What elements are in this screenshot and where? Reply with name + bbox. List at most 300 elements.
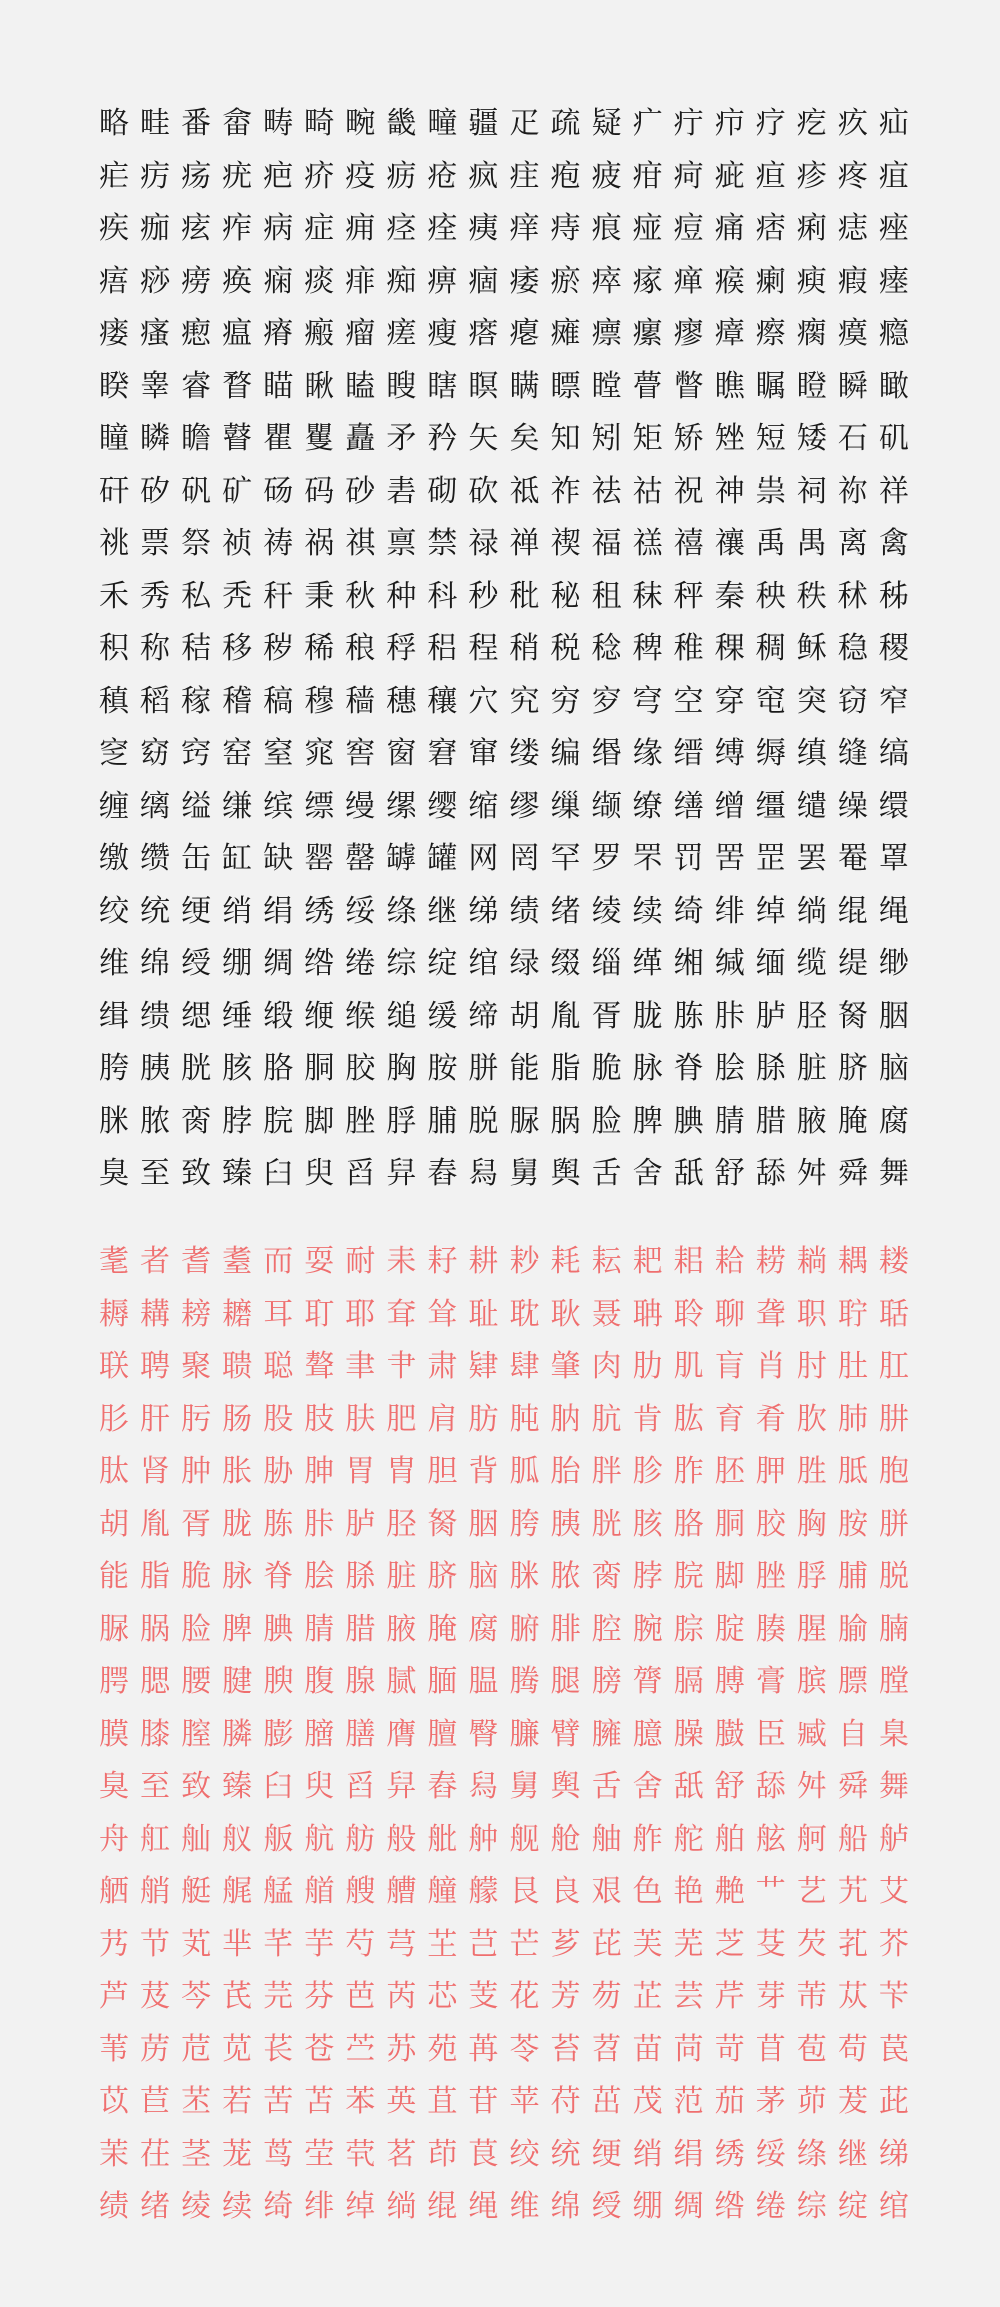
character-glyph: 聘 [140, 1349, 171, 1385]
character-glyph: 瘥 [386, 316, 417, 352]
character-glyph: 肩 [427, 1401, 458, 1437]
character-glyph: 舾 [99, 1874, 129, 1910]
character-glyph: 肝 [140, 1401, 171, 1437]
character-glyph: 臾 [304, 1769, 335, 1805]
character-glyph: 痪 [222, 263, 253, 299]
character-glyph: 胛 [755, 1454, 786, 1490]
character-glyph: 耗 [550, 1244, 581, 1280]
character-glyph: 续 [632, 893, 663, 929]
character-glyph: 绢 [263, 893, 294, 929]
character-row [94, 1919, 914, 1972]
character-glyph: 良 [550, 1874, 581, 1910]
character-glyph: 舸 [796, 1821, 827, 1857]
character-glyph: 脐 [837, 1051, 868, 1087]
character-glyph: 胴 [714, 1506, 745, 1542]
character-glyph: 耿 [550, 1296, 581, 1332]
character-glyph: 芭 [345, 1979, 376, 2015]
character-glyph: 祜 [632, 473, 663, 509]
character-glyph: 腹 [304, 1664, 335, 1700]
character-glyph: 缇 [837, 946, 868, 982]
character-glyph: 石 [837, 421, 868, 457]
character-glyph: 矫 [673, 421, 704, 457]
character-glyph: 罗 [591, 841, 622, 877]
character-glyph: 胭 [468, 1506, 499, 1542]
character-glyph: 畦 [140, 106, 171, 142]
character-glyph: 肢 [304, 1401, 335, 1437]
character-glyph: 臁 [509, 1716, 540, 1752]
character-glyph: 肿 [181, 1454, 212, 1490]
character-glyph: 芫 [263, 1979, 294, 2015]
character-glyph: 胨 [263, 1506, 294, 1542]
character-glyph: 缰 [755, 788, 786, 824]
character-glyph: 窍 [181, 736, 212, 772]
character-glyph: 瘅 [673, 263, 704, 299]
character-glyph: 舷 [755, 1821, 786, 1857]
character-glyph: 缘 [632, 736, 663, 772]
character-glyph: 胀 [222, 1454, 253, 1490]
character-glyph: 肮 [591, 1401, 622, 1437]
character-glyph: 育 [714, 1401, 745, 1437]
character-glyph: 瞧 [714, 368, 745, 404]
character-glyph: 腾 [509, 1664, 540, 1700]
character-glyph: 胫 [386, 1506, 417, 1542]
character-glyph: 胡 [509, 998, 540, 1034]
character-glyph: 缟 [878, 736, 909, 772]
character-glyph: 腰 [181, 1664, 212, 1700]
character-glyph: 痛 [714, 211, 745, 247]
character-glyph: 脉 [632, 1051, 663, 1087]
character-glyph: 自 [837, 1716, 868, 1752]
character-glyph: 秦 [714, 578, 745, 614]
character-glyph: 疫 [345, 158, 376, 194]
character-glyph: 稞 [714, 631, 745, 667]
character-glyph: 臼 [263, 1156, 294, 1192]
character-glyph: 矽 [140, 473, 171, 509]
character-glyph: 脏 [796, 1051, 827, 1087]
character-glyph: 舣 [222, 1821, 253, 1857]
character-glyph: 绣 [714, 2136, 745, 2172]
character-glyph: 缍 [222, 998, 253, 1034]
character-glyph: 痒 [509, 211, 540, 247]
character-glyph: 脂 [550, 1051, 581, 1087]
character-row [94, 2181, 914, 2234]
character-glyph: 痞 [755, 211, 786, 247]
character-glyph: 肛 [878, 1349, 909, 1385]
character-glyph: 瘘 [99, 316, 129, 352]
character-glyph: 瘁 [591, 263, 622, 299]
character-row [94, 98, 914, 151]
character-glyph: 耱 [222, 1296, 253, 1332]
character-glyph: 禅 [509, 526, 540, 562]
character-glyph: 舔 [755, 1156, 786, 1192]
character-glyph: 窑 [222, 736, 253, 772]
character-glyph: 苁 [837, 1979, 868, 2015]
character-glyph: 睽 [99, 368, 129, 404]
character-glyph: 综 [796, 2189, 827, 2225]
character-glyph: 膘 [837, 1664, 868, 1700]
character-glyph: 禺 [796, 526, 827, 562]
character-glyph: 瞵 [140, 421, 171, 457]
character-glyph: 窜 [468, 736, 499, 772]
character-glyph: 舁 [386, 1156, 417, 1192]
character-glyph: 缓 [427, 998, 458, 1034]
character-glyph: 稼 [181, 683, 212, 719]
character-glyph: 绵 [550, 2189, 581, 2225]
character-glyph: 臃 [591, 1716, 622, 1752]
character-glyph: 艮 [509, 1874, 540, 1910]
character-glyph: 绶 [591, 2189, 622, 2225]
character-glyph: 疯 [468, 158, 499, 194]
character-glyph: 舐 [673, 1769, 704, 1805]
character-glyph: 胫 [796, 998, 827, 1034]
character-glyph: 罐 [427, 841, 458, 877]
character-glyph: 秭 [878, 578, 909, 614]
character-glyph: 疏 [550, 106, 581, 142]
character-glyph: 绺 [304, 946, 335, 982]
character-glyph: 矣 [509, 421, 540, 457]
character-glyph: 芳 [550, 1979, 581, 2015]
character-glyph: 痃 [181, 211, 212, 247]
character-glyph: 舍 [632, 1156, 663, 1192]
character-glyph: 绡 [222, 893, 253, 929]
character-glyph: 祺 [345, 526, 376, 562]
character-glyph: 耳 [263, 1296, 294, 1332]
character-glyph: 脬 [386, 1103, 417, 1139]
character-glyph: 缋 [140, 998, 171, 1034]
character-glyph: 绦 [386, 893, 417, 929]
character-glyph: 统 [140, 893, 171, 929]
character-glyph: 秽 [263, 631, 294, 667]
character-glyph: 耻 [468, 1296, 499, 1332]
character-glyph: 绻 [345, 946, 376, 982]
character-glyph: 苔 [550, 2031, 581, 2067]
black-character-grid [94, 98, 914, 1201]
character-glyph: 肯 [632, 1401, 663, 1437]
character-glyph: 痱 [345, 263, 376, 299]
character-glyph: 秀 [140, 578, 171, 614]
character-glyph: 胄 [386, 1454, 417, 1490]
character-glyph: 胂 [304, 1454, 335, 1490]
character-glyph: 芷 [632, 1979, 663, 2015]
character-glyph: 胼 [878, 1506, 909, 1542]
character-glyph: 膦 [222, 1716, 253, 1752]
character-glyph: 腧 [837, 1611, 868, 1647]
character-glyph: 茁 [591, 2084, 622, 2120]
character-glyph: 艇 [181, 1874, 212, 1910]
character-glyph: 艳 [673, 1874, 704, 1910]
character-glyph: 综 [386, 946, 417, 982]
character-glyph: 艉 [222, 1874, 253, 1910]
character-glyph: 罅 [386, 841, 417, 877]
character-glyph: 瞍 [386, 368, 417, 404]
character-glyph: 花 [509, 1979, 540, 2015]
character-row [94, 2024, 914, 2077]
character-glyph: 瘊 [714, 263, 745, 299]
character-glyph: 肴 [755, 1401, 786, 1437]
character-glyph: 节 [140, 1926, 171, 1962]
character-glyph: 聱 [304, 1349, 335, 1385]
character-glyph: 租 [591, 578, 622, 614]
character-glyph: 臭 [99, 1156, 129, 1192]
character-glyph: 腌 [837, 1103, 868, 1139]
character-glyph: 瞽 [222, 421, 253, 457]
character-glyph: 绥 [345, 893, 376, 929]
character-glyph: 舜 [837, 1156, 868, 1192]
character-glyph: 稹 [99, 683, 129, 719]
character-glyph: 苑 [427, 2031, 458, 2067]
character-glyph: 腥 [796, 1611, 827, 1647]
character-glyph: 苈 [140, 2031, 171, 2067]
character-glyph: 聆 [673, 1296, 704, 1332]
character-glyph: 瞟 [550, 368, 581, 404]
character-row [94, 2129, 914, 2182]
character-glyph: 耷 [386, 1296, 417, 1332]
character-glyph: 膈 [673, 1664, 704, 1700]
character-row [94, 886, 914, 939]
character-glyph: 脑 [468, 1559, 499, 1595]
character-glyph: 芟 [755, 1926, 786, 1962]
character-glyph: 腋 [796, 1103, 827, 1139]
character-glyph: 膛 [878, 1664, 909, 1700]
character-glyph: 般 [386, 1821, 417, 1857]
character-glyph: 痿 [509, 263, 540, 299]
character-glyph: 芬 [304, 1979, 335, 2015]
character-glyph: 绵 [140, 946, 171, 982]
character-glyph: 胚 [714, 1454, 745, 1490]
character-glyph: 艨 [468, 1874, 499, 1910]
character-glyph: 瘫 [550, 316, 581, 352]
character-glyph: 舅 [509, 1769, 540, 1805]
character-glyph: 缙 [673, 736, 704, 772]
character-glyph: 舛 [796, 1156, 827, 1192]
character-glyph: 膺 [386, 1716, 417, 1752]
character-row [94, 361, 914, 414]
character-glyph: 穷 [550, 683, 581, 719]
character-glyph: 缤 [263, 788, 294, 824]
character-glyph: 腿 [550, 1664, 581, 1700]
character-glyph: 胰 [140, 1051, 171, 1087]
character-glyph: 胯 [99, 1051, 129, 1087]
character-glyph: 舄 [468, 1156, 499, 1192]
character-glyph: 肘 [796, 1349, 827, 1385]
character-glyph: 瘟 [222, 316, 253, 352]
character-glyph: 臊 [673, 1716, 704, 1752]
character-row [94, 1446, 914, 1499]
character-glyph: 胞 [878, 1454, 909, 1490]
character-glyph: 罄 [345, 841, 376, 877]
character-glyph: 舡 [140, 1821, 171, 1857]
character-glyph: 芏 [427, 1926, 458, 1962]
character-glyph: 胤 [140, 1506, 171, 1542]
character-glyph: 能 [509, 1051, 540, 1087]
character-glyph: 耘 [591, 1244, 622, 1280]
character-glyph: 稽 [222, 683, 253, 719]
character-glyph: 耵 [304, 1296, 335, 1332]
character-glyph: 缈 [878, 946, 909, 982]
character-glyph: 芽 [755, 1979, 786, 2015]
character-glyph: 罂 [304, 841, 335, 877]
character-glyph: 瘾 [878, 316, 909, 352]
character-glyph: 罕 [550, 841, 581, 877]
character-glyph: 耙 [632, 1244, 663, 1280]
character-glyph: 胜 [796, 1454, 827, 1490]
character-glyph: 艏 [304, 1874, 335, 1910]
character-glyph: 绷 [632, 2189, 663, 2225]
character-glyph: 稷 [878, 631, 909, 667]
character-glyph: 耍 [304, 1244, 335, 1280]
character-glyph: 离 [837, 526, 868, 562]
character-glyph: 禀 [386, 526, 417, 562]
character-glyph: 脊 [263, 1559, 294, 1595]
character-glyph: 秤 [673, 578, 704, 614]
character-glyph: 矩 [632, 421, 663, 457]
character-glyph: 瞻 [181, 421, 212, 457]
character-glyph: 私 [181, 578, 212, 614]
character-glyph: 脯 [427, 1103, 458, 1139]
character-glyph: 突 [796, 683, 827, 719]
character-glyph: 神 [714, 473, 745, 509]
character-glyph: 舂 [427, 1769, 458, 1805]
character-glyph: 穴 [468, 683, 499, 719]
character-glyph: 肫 [509, 1401, 540, 1437]
character-glyph: 耢 [755, 1244, 786, 1280]
character-glyph: 缦 [345, 788, 376, 824]
character-glyph: 畹 [345, 106, 376, 142]
character-glyph: 臼 [263, 1769, 294, 1805]
character-glyph: 脊 [673, 1051, 704, 1087]
character-glyph: 胸 [796, 1506, 827, 1542]
character-row [94, 308, 914, 361]
character-glyph: 芤 [837, 1926, 868, 1962]
character-glyph: 脆 [181, 1559, 212, 1595]
character-glyph: 胶 [755, 1506, 786, 1542]
character-row [94, 1866, 914, 1919]
character-glyph: 缭 [632, 788, 663, 824]
character-glyph: 茏 [222, 2136, 253, 2172]
character-glyph: 舅 [509, 1156, 540, 1192]
character-glyph: 继 [427, 893, 458, 929]
character-glyph: 缢 [181, 788, 212, 824]
character-glyph: 腺 [345, 1664, 376, 1700]
character-glyph: 耄 [99, 1244, 129, 1280]
character-glyph: 绶 [181, 946, 212, 982]
character-glyph: 绰 [755, 893, 786, 929]
character-glyph: 瞎 [427, 368, 458, 404]
character-glyph: 绱 [796, 893, 827, 929]
character-glyph: 茎 [181, 2136, 212, 2172]
character-glyph: 苣 [140, 2084, 171, 2120]
character-glyph: 码 [304, 473, 335, 509]
character-glyph: 肥 [386, 1401, 417, 1437]
character-glyph: 苞 [796, 2031, 827, 2067]
character-glyph: 窖 [345, 736, 376, 772]
character-glyph: 脞 [755, 1559, 786, 1595]
character-glyph: 祢 [837, 473, 868, 509]
character-glyph: 疾 [99, 211, 129, 247]
character-glyph: 膏 [755, 1664, 786, 1700]
character-glyph: 税 [550, 631, 581, 667]
character-glyph: 苜 [755, 2031, 786, 2067]
character-glyph: 砀 [263, 473, 294, 509]
character-glyph: 胤 [550, 998, 581, 1034]
character-glyph: 疤 [263, 158, 294, 194]
character-glyph: 脚 [304, 1103, 335, 1139]
character-glyph: 祷 [263, 526, 294, 562]
character-glyph: 缧 [386, 788, 417, 824]
character-glyph: 瘴 [714, 316, 745, 352]
character-glyph: 茈 [878, 2084, 909, 2120]
character-glyph: 绻 [755, 2189, 786, 2225]
character-glyph: 肖 [755, 1349, 786, 1385]
character-glyph: 范 [673, 2084, 704, 2120]
character-glyph: 膜 [99, 1716, 129, 1752]
character-row [94, 991, 914, 1044]
character-glyph: 脒 [99, 1103, 129, 1139]
character-glyph: 瘗 [878, 263, 909, 299]
character-glyph: 祯 [222, 526, 253, 562]
character-glyph: 腙 [673, 1611, 704, 1647]
character-glyph: 膳 [345, 1716, 376, 1752]
character-glyph: 舭 [427, 1821, 458, 1857]
character-row [94, 728, 914, 781]
character-row [94, 571, 914, 624]
character-glyph: 肆 [509, 1349, 540, 1385]
character-glyph: 疟 [99, 158, 129, 194]
character-glyph: 舌 [591, 1156, 622, 1192]
character-glyph: 瘵 [755, 316, 786, 352]
character-glyph: 缚 [714, 736, 745, 772]
character-glyph: 矛 [386, 421, 417, 457]
character-glyph: 芜 [673, 1926, 704, 1962]
character-glyph: 绫 [591, 893, 622, 929]
character-glyph: 脎 [345, 1559, 376, 1595]
character-glyph: 疠 [140, 158, 171, 194]
character-glyph: 腻 [386, 1664, 417, 1700]
character-glyph: 疥 [304, 158, 335, 194]
character-glyph: 芊 [263, 1926, 294, 1962]
character-glyph: 瘕 [837, 263, 868, 299]
character-glyph: 腌 [427, 1611, 458, 1647]
character-glyph: 绲 [837, 893, 868, 929]
character-glyph: 缣 [222, 788, 253, 824]
character-glyph: 缺 [263, 841, 294, 877]
character-glyph: 聩 [222, 1349, 253, 1385]
character-glyph: 矾 [181, 473, 212, 509]
character-row [94, 1814, 914, 1867]
character-glyph: 秸 [181, 631, 212, 667]
character-glyph: 聃 [632, 1296, 663, 1332]
character-glyph: 艋 [263, 1874, 294, 1910]
character-glyph: 芙 [632, 1926, 663, 1962]
character-glyph: 能 [99, 1559, 129, 1595]
character-glyph: 膊 [714, 1664, 745, 1700]
character-glyph: 瘪 [509, 316, 540, 352]
character-glyph: 稻 [140, 683, 171, 719]
character-glyph: 瘐 [796, 263, 827, 299]
character-glyph: 芒 [509, 1926, 540, 1962]
character-glyph: 稣 [796, 631, 827, 667]
character-glyph: 胬 [427, 1506, 458, 1542]
character-glyph: 脚 [714, 1559, 745, 1595]
character-row [94, 938, 914, 991]
character-glyph: 绠 [181, 893, 212, 929]
character-glyph: 缫 [550, 788, 581, 824]
character-glyph: 艽 [837, 1874, 868, 1910]
character-glyph: 痕 [591, 211, 622, 247]
character-glyph: 胪 [755, 998, 786, 1034]
character-glyph: 腕 [632, 1611, 663, 1647]
character-glyph: 痼 [468, 263, 499, 299]
